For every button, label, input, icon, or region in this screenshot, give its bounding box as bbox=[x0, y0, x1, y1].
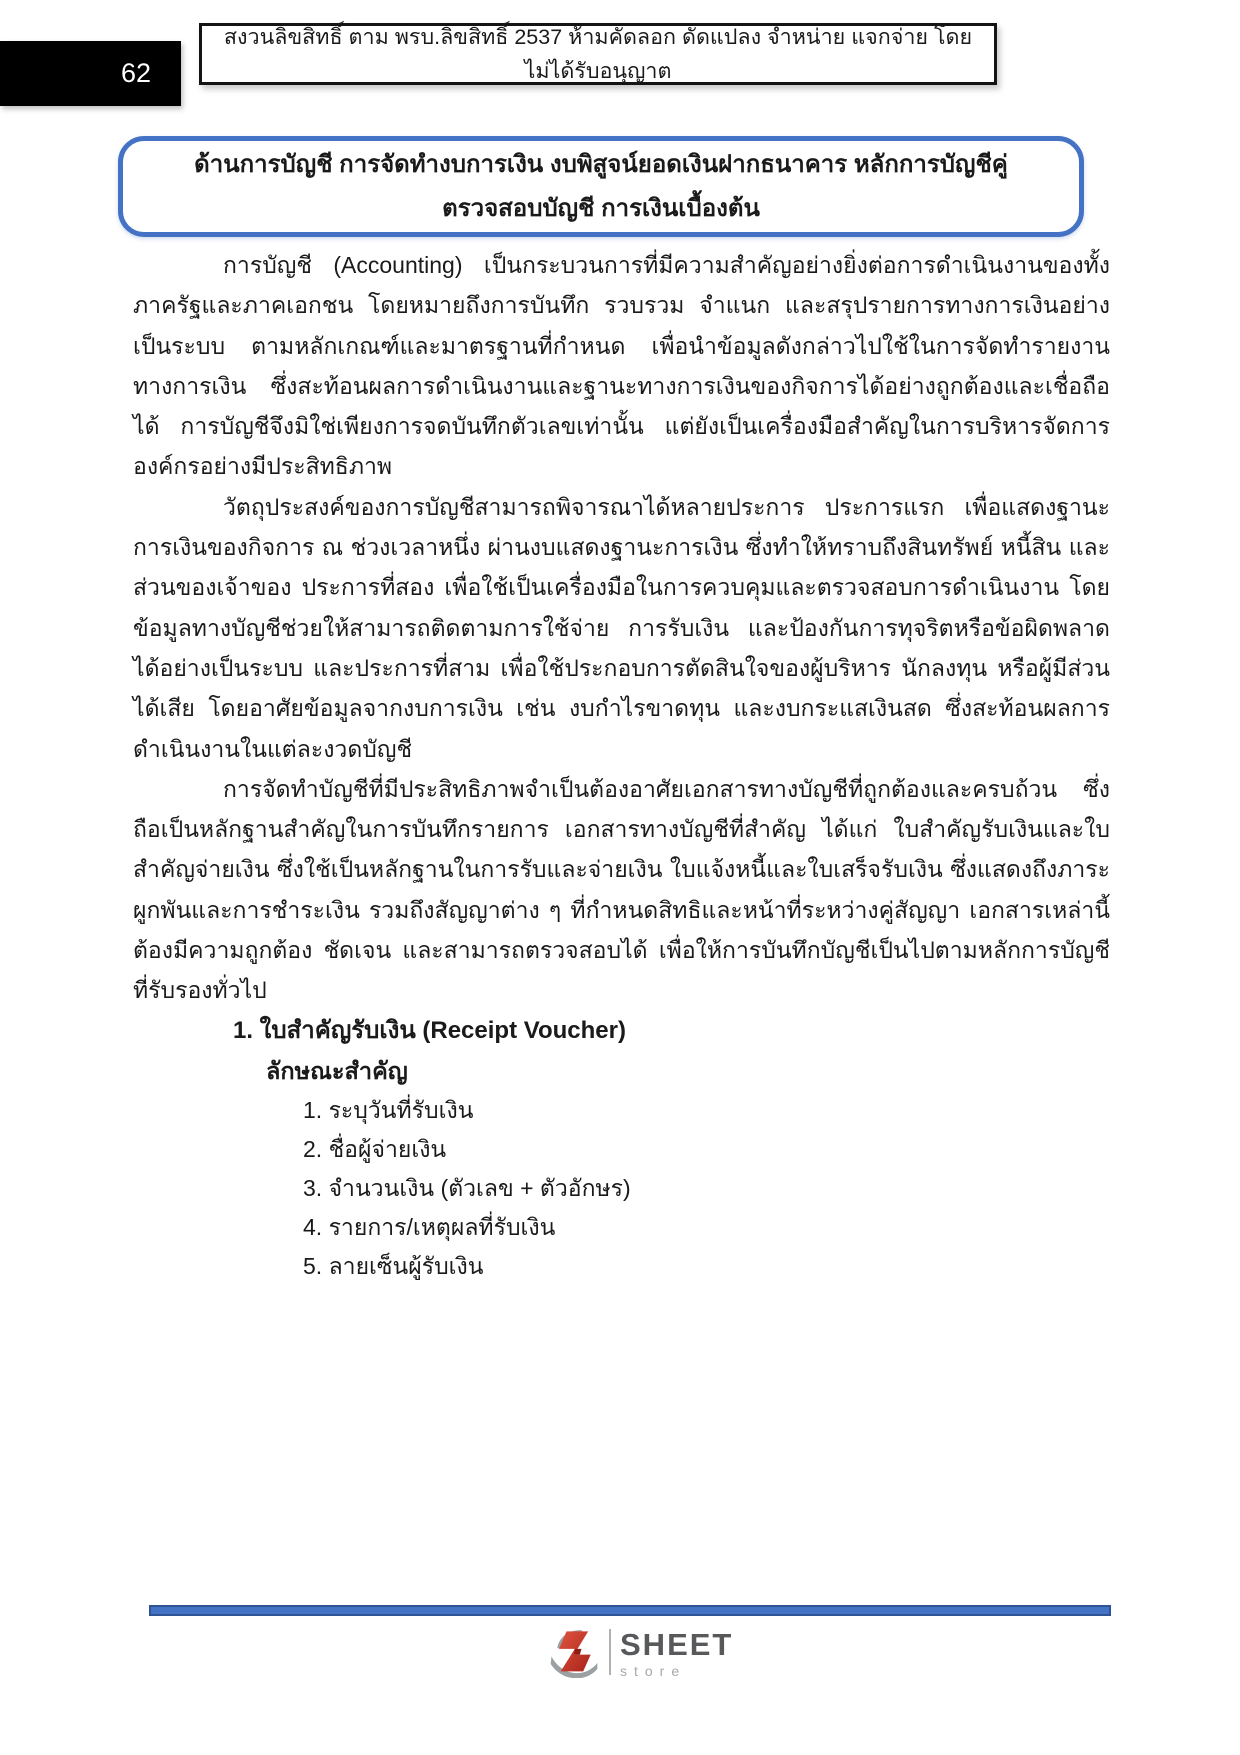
brand-subtitle: store bbox=[620, 1663, 687, 1679]
brand-block bbox=[620, 1628, 733, 1679]
footer-accent-bar bbox=[149, 1605, 1111, 1616]
list-item: 2. ชื่อผู้จ่ายเงิน bbox=[303, 1136, 447, 1163]
title-box bbox=[118, 136, 1084, 237]
paragraph-accounting-documents: การจัดทำบัญชีที่มีประสิทธิภาพจำเป็นต้องอาศัยเอกสารทางบัญชีที่ถูกต้องและครบถ้วน ซึ่งถือเป็นหลักฐานสำคัญในการบันทึกรายการ เอกสารทางบัญชีที่สำคัญ ได้แก่ ใบสำคัญรับเงินและใบสำคัญจ่ายเงิน ซึ่งใช้เป็นหลักฐานในการรับและจ่ายเงิน ใบแจ้งหนี้และใบเสร็จรับเงิน ซึ่งแสดงถึงภาระผูกพันและการชำระเงิน รวมถึงสัญญาต่าง ๆ ที่กำหนดสิทธิและหน้าที่ระหว่างคู่สัญญา เอกสารเหล่านี้ต้องมีความถูกต้อง ชัดเจน และสามารถตรวจสอบได้ เพื่อให้การบันทึกบัญชีเป็นไปตามหลักการบัญชีที่รับรองทั่วไป bbox=[133, 775, 1110, 1004]
footer-logo bbox=[547, 1628, 733, 1679]
brand-name: SHEET bbox=[620, 1627, 734, 1662]
list-item: 3. จำนวนเงิน (ตัวเลข + ตัวอักษร) bbox=[303, 1175, 631, 1202]
list-item: 1. ระบุวันที่รับเงิน bbox=[303, 1097, 474, 1124]
sheet-store-logo-icon bbox=[547, 1628, 601, 1678]
page-number: 62 bbox=[120, 58, 151, 88]
logo-divider bbox=[609, 1629, 611, 1675]
page-title: ด้านการบัญชี การจัดทำงบการเงิน งบพิสูจน์ยอดเงินฝากธนาคาร หลักการบัญชีคู่ตรวจสอบบัญชี การเงินเบื้องต้น bbox=[194, 150, 1008, 222]
body-content bbox=[133, 245, 1110, 1286]
section-heading-receipt-voucher: 1. ใบสำคัญรับเงิน (Receipt Voucher) bbox=[233, 1016, 626, 1044]
page-number-box bbox=[0, 41, 181, 106]
section-subheading-key-features: ลักษณะสำคัญ bbox=[266, 1057, 408, 1084]
list-item: 5. ลายเซ็นผู้รับเงิน bbox=[303, 1253, 484, 1280]
paragraph-accounting-intro: การบัญชี (Accounting) เป็นกระบวนการที่มีความสำคัญอย่างยิ่งต่อการดำเนินงานของทั้งภาครัฐและภาคเอกชน โดยหมายถึงการบันทึก รวบรวม จำแนก และสรุปรายการทางการเงินอย่างเป็นระบบ ตามหลักเกณฑ์และมาตรฐานที่กำหนด เพื่อนำข้อมูลดังกล่าวไปใช้ในการจัดทำรายงานทางการเงิน ซึ่งสะท้อนผลการดำเนินงานและฐานะทางการเงินของกิจการได้อย่างถูกต้องและเชื่อถือได้ การบัญชีจึงมิใช่เพียงการจดบันทึกตัวเลขเท่านั้น แต่ยังเป็นเครื่องมือสำคัญในการบริหารจัดการองค์กรอย่างมีประสิทธิภาพ bbox=[133, 252, 1110, 480]
paragraph-accounting-objectives: วัตถุประสงค์ของการบัญชีสามารถพิจารณาได้หลายประการ ประการแรก เพื่อแสดงฐานะการเงินของกิจการ ณ ช่วงเวลาหนึ่ง ผ่านงบแสดงฐานะการเงิน ซึ่งทำให้ทราบถึงสินทรัพย์ หนี้สิน และส่วนของเจ้าของ ประการที่สอง เพื่อใช้เป็นเครื่องมือในการควบคุมและตรวจสอบการดำเนินงาน โดยข้อมูลทางบัญชีช่วยให้สามารถติดตามการใช้จ่าย การรับเงิน และป้องกันการทุจริตหรือข้อผิดพลาดได้อย่างเป็นระบบ และประการที่สาม เพื่อใช้ประกอบการตัดสินใจของผู้บริหาร นักลงทุน หรือผู้มีส่วนได้เสีย โดยอาศัยข้อมูลจากงบการเงิน เช่น งบกำไรขาดทุน และงบกระแสเงินสด ซึ่งสะท้อนผลการดำเนินงานในแต่ละงวดบัญชี bbox=[133, 493, 1110, 762]
list-item: 4. รายการ/เหตุผลที่รับเงิน bbox=[303, 1214, 556, 1241]
copyright-text: สงวนลิขสิทธิ์ ตาม พรบ.ลิขสิทธิ์ 2537 ห้ามคัดลอก ดัดแปลง จำหน่าย แจกจ่าย โดยไม่ได้รับอนุญาต bbox=[223, 25, 973, 83]
copyright-notice-box bbox=[199, 23, 997, 85]
feature-list bbox=[133, 1091, 1110, 1286]
